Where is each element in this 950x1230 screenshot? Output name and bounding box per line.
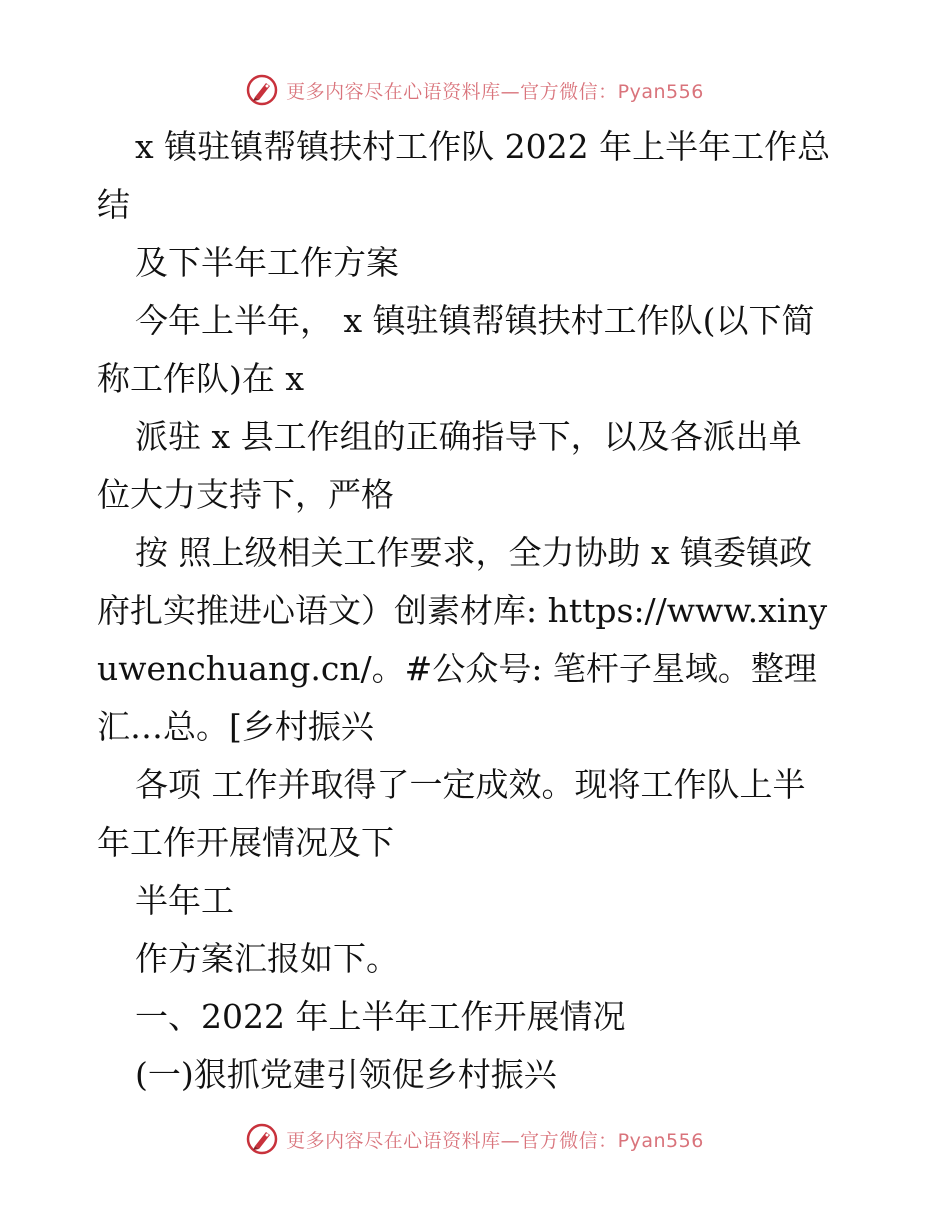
text-line: 位大力支持下，严格 [97, 475, 394, 514]
text-line: 半年工 [135, 881, 234, 920]
pen-logo-icon [246, 1123, 278, 1155]
pen-logo-icon [246, 74, 278, 106]
text-line: 府扎实推进心语文）创素材库: https://www.xiny [97, 591, 828, 630]
text-line: 结 [97, 185, 130, 224]
text-line: 一、2022 年上半年工作开展情况 [135, 997, 626, 1036]
text-line: 年工作开展情况及下 [97, 823, 394, 862]
text-line: x 镇驻镇帮镇扶村工作队 2022 年上半年工作总 [135, 127, 831, 166]
text-line: 作方案汇报如下。 [135, 939, 399, 978]
header-watermark-banner [0, 70, 950, 110]
text-line: 称工作队)在 x [97, 359, 304, 398]
footer-watermark-banner [0, 1119, 950, 1159]
header-watermark-text: 更多内容尽在心语资料库—官方微信：Pyan556 [286, 80, 704, 103]
footer-watermark-text: 更多内容尽在心语资料库—官方微信：Pyan556 [286, 1129, 704, 1152]
text-line: 汇…总。[乡村振兴 [97, 707, 374, 746]
text-line: 按 照上级相关工作要求，全力协助 x 镇委镇政 [135, 533, 813, 572]
text-line: (一)狠抓党建引领促乡村振兴 [135, 1055, 557, 1094]
text-line: 今年上半年， x 镇驻镇帮镇扶村工作队(以下简 [135, 301, 815, 340]
text-line: 派驻 x 县工作组的正确指导下，以及各派出单 [135, 417, 802, 456]
text-line: 各项 工作并取得了一定成效。现将工作队上半 [135, 765, 806, 804]
text-line: 及下半年工作方案 [135, 243, 399, 282]
text-line: uwenchuang.cn/。#公众号: 笔杆子星域。整理 [97, 649, 817, 688]
document-body [97, 118, 853, 1104]
